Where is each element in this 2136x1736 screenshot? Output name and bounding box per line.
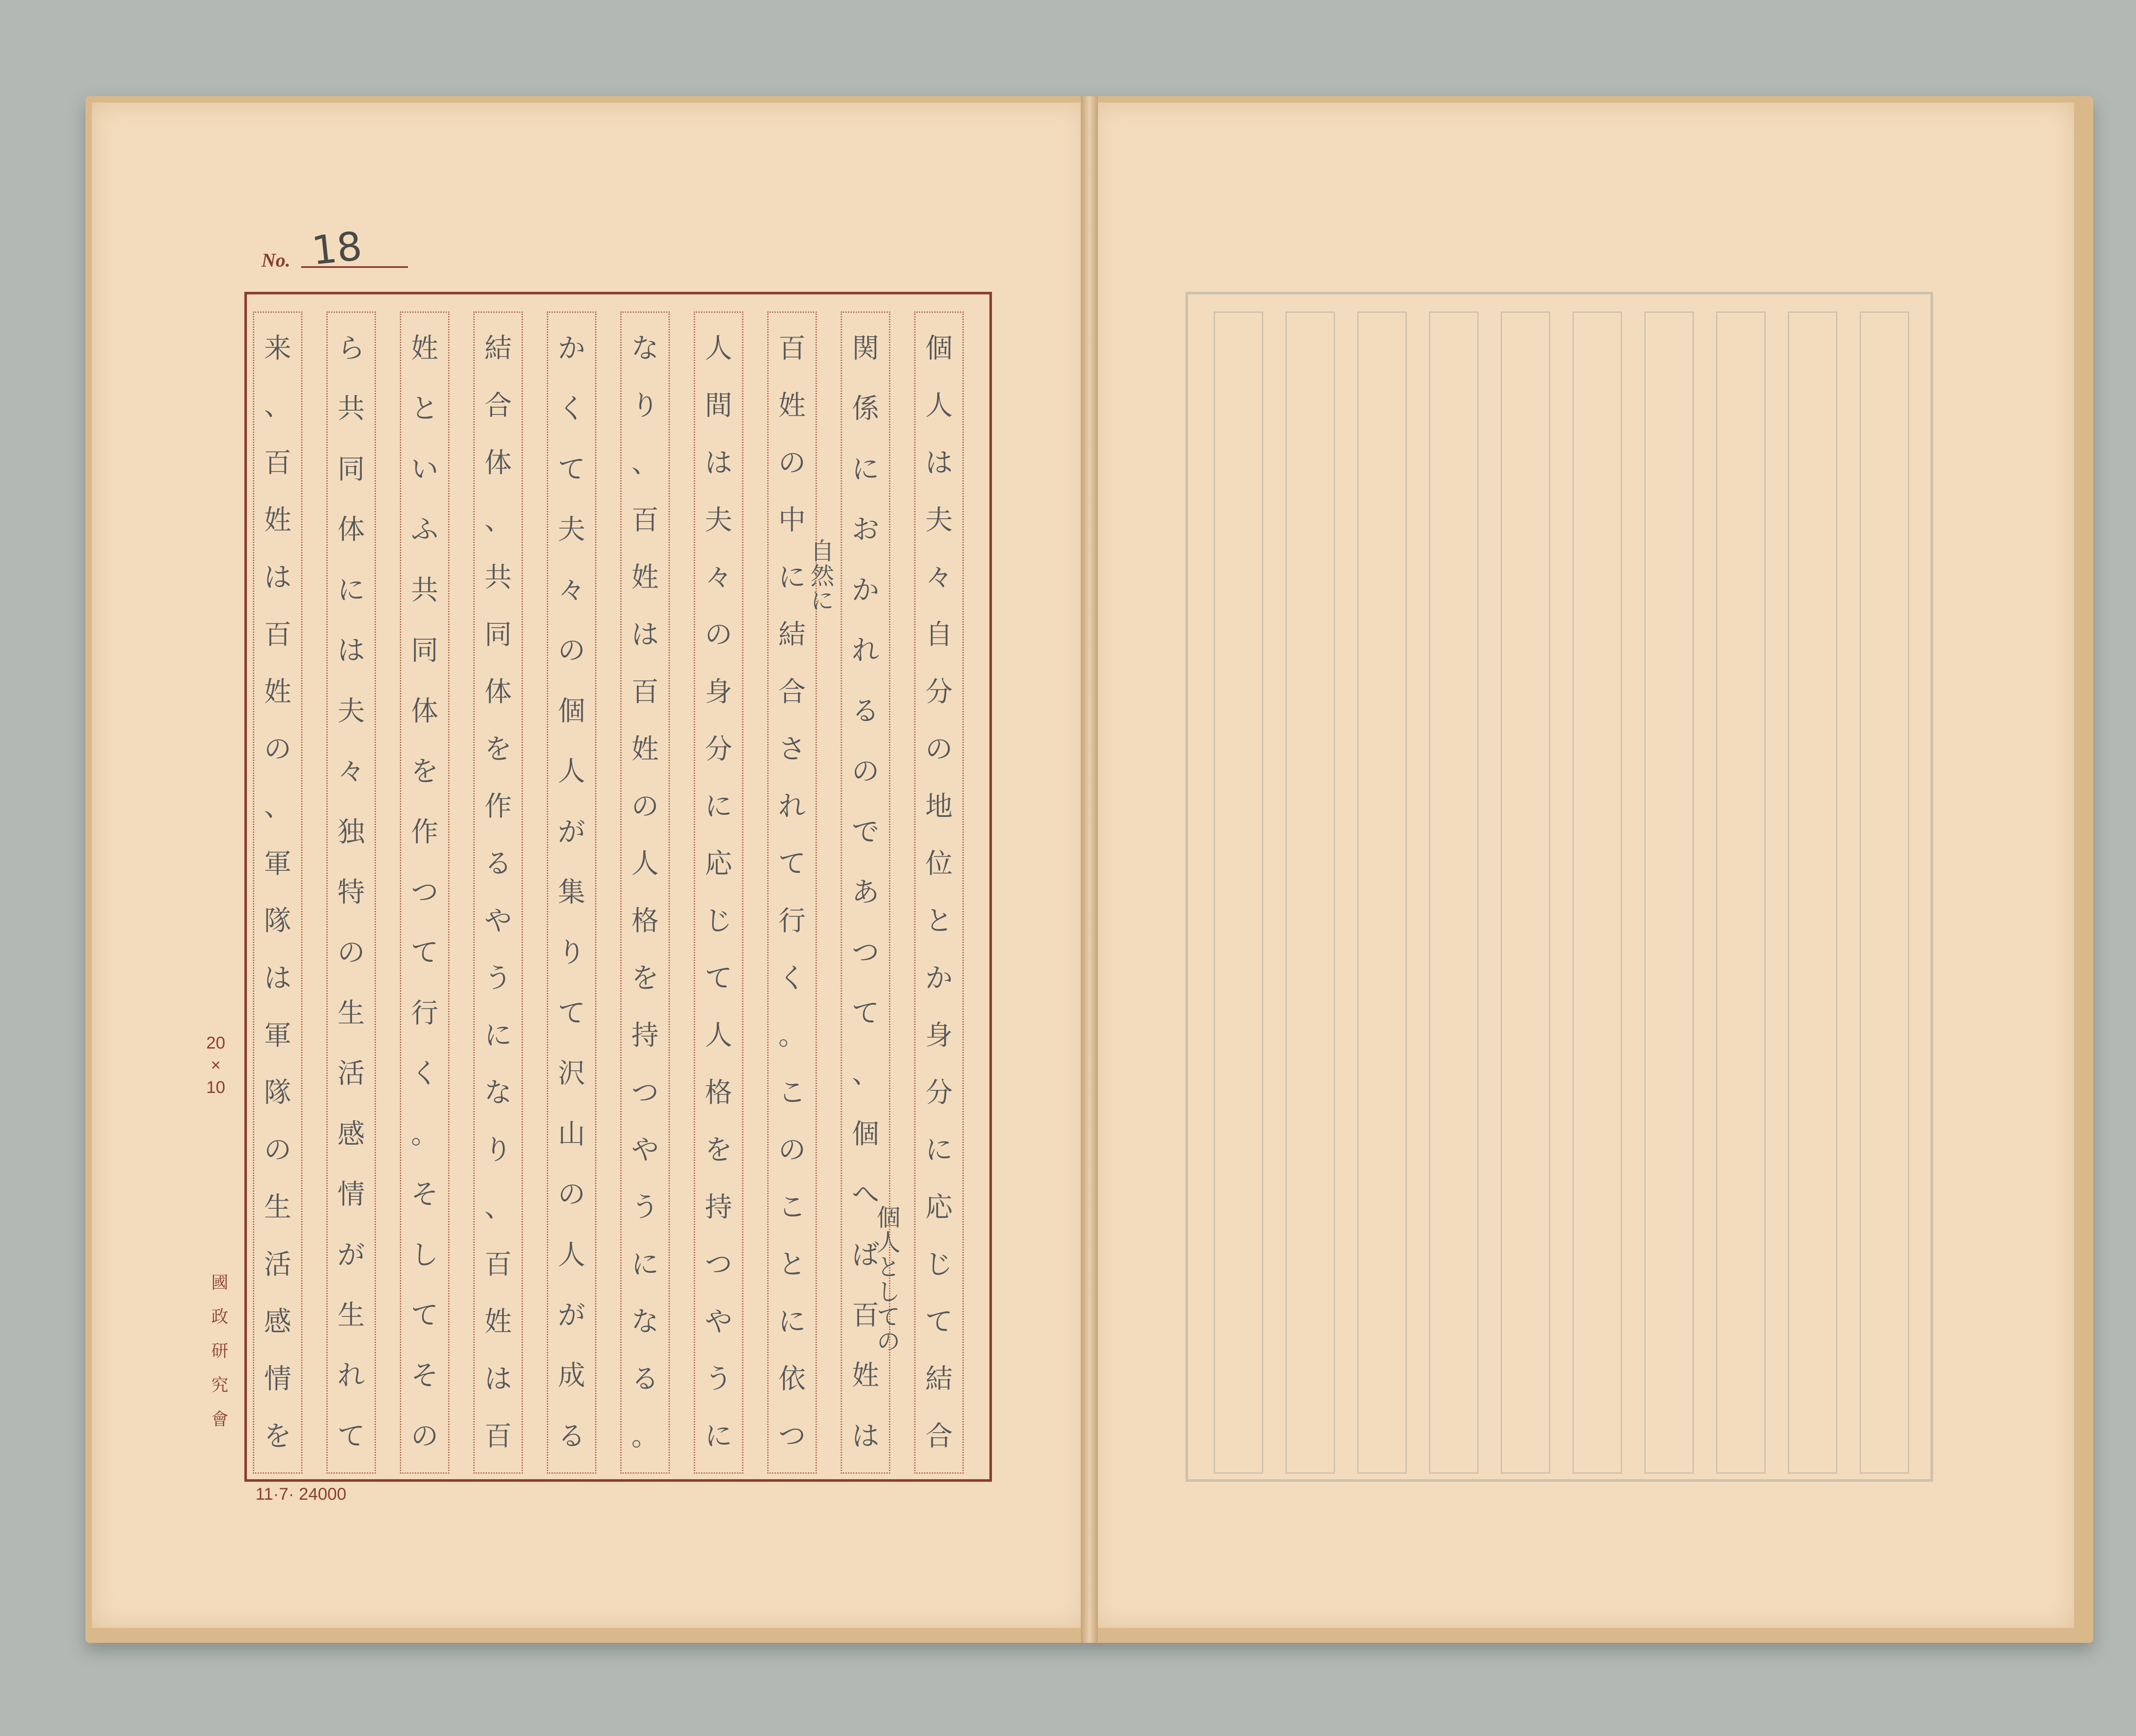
manuscript-character: 共: [484, 562, 512, 593]
manuscript-character: こ: [778, 1192, 806, 1223]
manuscript-character: 情: [337, 1179, 365, 1211]
grid-size-times: ×: [211, 1056, 221, 1075]
manuscript-character: を: [705, 1134, 732, 1166]
manuscript-character: つ: [631, 1077, 659, 1109]
publisher-label: 國政研究會: [208, 1273, 228, 1444]
manuscript-character: 々: [337, 756, 365, 788]
manuscript-character: に: [631, 1249, 659, 1281]
manuscript-character: 共: [337, 393, 365, 425]
manuscript-character: か: [852, 574, 879, 606]
marginal-note-1: 自然に: [807, 538, 834, 613]
manuscript-character: 体: [484, 676, 512, 708]
manuscript-column: [547, 311, 596, 1474]
manuscript-character: さ: [778, 734, 806, 765]
manuscript-character: 個: [852, 1118, 879, 1150]
manuscript-character: お: [852, 514, 879, 546]
manuscript-character: 結: [925, 1363, 953, 1395]
manuscript-character: か: [925, 963, 953, 994]
manuscript-character: 応: [705, 848, 732, 880]
manuscript-column: [326, 311, 376, 1474]
manuscript-character: ば: [852, 1239, 879, 1271]
bleed-through-column: [1573, 311, 1622, 1474]
manuscript-character: に: [705, 1421, 732, 1452]
bleed-through-column: [1357, 311, 1407, 1474]
manuscript-character: は: [852, 1420, 879, 1452]
manuscript-character: 、: [631, 447, 659, 479]
manuscript-column: [694, 311, 743, 1474]
manuscript-character: 応: [925, 1192, 953, 1223]
manuscript-column: [253, 311, 302, 1474]
manuscript-column: [914, 311, 964, 1474]
manuscript-character: へ: [852, 1179, 879, 1211]
manuscript-character: 、: [264, 390, 291, 422]
manuscript-character: に: [852, 453, 879, 485]
bleed-through-column: [1429, 311, 1479, 1474]
manuscript-character: て: [411, 937, 438, 969]
manuscript-character: 結: [484, 333, 512, 364]
manuscript-character: じ: [705, 905, 732, 937]
grid-size-cols: 10: [206, 1078, 226, 1097]
manuscript-character: て: [852, 997, 879, 1029]
manuscript-column: [620, 311, 670, 1474]
manuscript-character: 活: [337, 1058, 365, 1090]
manuscript-character: 人: [705, 1020, 732, 1052]
manuscript-character: 地: [925, 791, 953, 822]
manuscript-character: れ: [778, 791, 806, 822]
manuscript-character: に: [925, 1134, 953, 1166]
grid-size-rows: 20: [206, 1034, 226, 1052]
manuscript-character: 隊: [264, 905, 291, 937]
manuscript-character: 合: [484, 390, 512, 422]
manuscript-character: ふ: [411, 514, 438, 546]
manuscript-character: 集: [558, 876, 585, 908]
manuscript-character: 行: [411, 997, 438, 1029]
manuscript-character: 係: [852, 393, 879, 425]
manuscript-character: や: [484, 905, 512, 937]
manuscript-character: つ: [778, 1421, 806, 1452]
manuscript-character: 共: [411, 574, 438, 606]
manuscript-character: 合: [925, 1421, 953, 1452]
manuscript-character: 来: [264, 333, 291, 364]
manuscript-character: そ: [411, 1179, 438, 1211]
bleed-through-column: [1788, 311, 1837, 1474]
manuscript-character: は: [337, 635, 365, 667]
manuscript-character: 百: [631, 505, 659, 536]
manuscript-character: つ: [705, 1249, 732, 1281]
book-gutter: [1081, 96, 1098, 1643]
manuscript-character: 軍: [264, 1020, 291, 1052]
manuscript-character: な: [484, 1077, 512, 1109]
manuscript-character: 成: [558, 1360, 585, 1392]
manuscript-character: こ: [778, 1077, 806, 1109]
manuscript-character: と: [411, 393, 438, 425]
manuscript-character: 夫: [925, 505, 953, 536]
manuscript-character: り: [631, 390, 659, 422]
manuscript-character: 格: [631, 905, 659, 937]
manuscript-character: 体: [484, 447, 512, 479]
manuscript-character: う: [631, 1192, 659, 1223]
manuscript-character: 人: [558, 756, 585, 788]
page-number-value: 18: [309, 223, 364, 274]
manuscript-character: 百: [264, 447, 291, 479]
manuscript-character: 、: [852, 1058, 879, 1090]
manuscript-character: じ: [925, 1249, 953, 1281]
manuscript-character: て: [337, 1420, 365, 1452]
manuscript-character: と: [925, 905, 953, 937]
manuscript-character: て: [778, 848, 806, 880]
manuscript-character: 身: [925, 1020, 953, 1052]
manuscript-character: 分: [925, 1077, 953, 1109]
bleed-through-grid: [1185, 292, 1933, 1482]
manuscript-character: う: [484, 963, 512, 994]
manuscript-character: 中: [778, 505, 806, 536]
manuscript-character: で: [852, 816, 879, 848]
manuscript-character: や: [705, 1306, 732, 1338]
manuscript-character: や: [631, 1134, 659, 1166]
manuscript-character: の: [925, 734, 953, 765]
manuscript-character: 個: [558, 695, 585, 727]
manuscript-character: 姓: [852, 1360, 879, 1392]
manuscript-character: の: [264, 734, 291, 765]
manuscript-character: 作: [484, 791, 512, 822]
manuscript-character: に: [484, 1020, 512, 1052]
manuscript-character: 体: [411, 695, 438, 727]
manuscript-character: て: [558, 453, 585, 485]
manuscript-character: 同: [411, 635, 438, 667]
manuscript-character: 分: [925, 676, 953, 708]
manuscript-character: 、: [484, 505, 512, 536]
manuscript-character: る: [558, 1420, 585, 1452]
manuscript-character: 人: [558, 1239, 585, 1271]
manuscript-character: 関: [852, 333, 879, 364]
manuscript-character: 格: [705, 1077, 732, 1109]
manuscript-character: を: [631, 963, 659, 994]
manuscript-character: 感: [337, 1118, 365, 1150]
manuscript-character: 姓: [264, 676, 291, 708]
manuscript-character: 個: [925, 333, 953, 364]
bleed-through-column: [1501, 311, 1550, 1474]
manuscript-character: の: [778, 1134, 806, 1166]
manuscript-character: 行: [778, 905, 806, 937]
manuscript-character: れ: [852, 635, 879, 667]
manuscript-character: く: [411, 1058, 438, 1090]
bleed-through-column: [1644, 311, 1694, 1474]
manuscript-character: を: [264, 1421, 291, 1452]
manuscript-character: る: [484, 848, 512, 880]
manuscript-character: 姓: [778, 390, 806, 422]
manuscript-character: 百: [631, 676, 659, 708]
manuscript-character: の: [852, 756, 879, 788]
manuscript-column: [473, 311, 523, 1474]
manuscript-column: [400, 311, 449, 1474]
manuscript-character: 沢: [558, 1058, 585, 1090]
manuscript-character: と: [778, 1249, 806, 1281]
manuscript-character: 合: [778, 676, 806, 708]
manuscript-character: 。: [631, 1421, 659, 1452]
manuscript-character: 々: [705, 562, 732, 593]
manuscript-character: 結: [778, 619, 806, 651]
manuscript-character: は: [264, 963, 291, 994]
manuscript-character: て: [411, 1300, 438, 1331]
manuscript-character: の: [558, 635, 585, 667]
manuscript-character: な: [631, 1306, 659, 1338]
manuscript-character: る: [852, 695, 879, 727]
manuscript-character: て: [925, 1306, 953, 1338]
manuscript-character: て: [558, 997, 585, 1029]
manuscript-character: 姓: [264, 505, 291, 536]
manuscript-character: は: [631, 619, 659, 651]
manuscript-character: 人: [631, 848, 659, 880]
manuscript-character: 独: [337, 816, 365, 848]
manuscript-character: は: [264, 562, 291, 593]
manuscript-character: 分: [705, 734, 732, 765]
manuscript-character: し: [411, 1239, 438, 1271]
manuscript-character: 姓: [411, 333, 438, 364]
manuscript-character: る: [631, 1363, 659, 1395]
manuscript-character: 感: [264, 1306, 291, 1338]
manuscript-character: 同: [337, 453, 365, 485]
manuscript-character: 。: [411, 1118, 438, 1150]
manuscript-character: 活: [264, 1249, 291, 1281]
manuscript-character: い: [411, 453, 438, 485]
manuscript-character: の: [558, 1179, 585, 1211]
manuscript-character: 持: [631, 1020, 659, 1052]
manuscript-character: は: [484, 1363, 512, 1395]
manuscript-character: 、: [264, 791, 291, 822]
manuscript-character: が: [558, 1300, 585, 1331]
manuscript-character: つ: [411, 876, 438, 908]
manuscript-character: 作: [411, 816, 438, 848]
manuscript-character: の: [264, 1134, 291, 1166]
manuscript-character: 百: [852, 1300, 879, 1331]
manuscript-character: 隊: [264, 1077, 291, 1109]
manuscript-character: を: [411, 756, 438, 788]
manuscript-character: な: [631, 333, 659, 364]
manuscript-character: ら: [337, 333, 365, 364]
manuscript-character: 百: [484, 1421, 512, 1452]
manuscript-character: つ: [852, 937, 879, 969]
manuscript-character: 生: [264, 1192, 291, 1223]
manuscript-character: 人: [925, 390, 953, 422]
manuscript-column: [767, 311, 817, 1474]
print-code: 11·7· 24000: [255, 1485, 346, 1504]
manuscript-character: り: [484, 1134, 512, 1166]
manuscript-character: 山: [558, 1118, 585, 1150]
manuscript-character: 依: [778, 1363, 806, 1395]
bleed-through-column: [1716, 311, 1766, 1474]
manuscript-character: 持: [705, 1192, 732, 1223]
manuscript-character: が: [337, 1239, 365, 1271]
manuscript-character: 姓: [631, 734, 659, 765]
manuscript-character: く: [778, 963, 806, 994]
manuscript-character: 生: [337, 997, 365, 1029]
manuscript-character: 姓: [631, 562, 659, 593]
manuscript-character: 体: [337, 514, 365, 546]
manuscript-character: に: [778, 562, 806, 593]
manuscript-character: の: [411, 1420, 438, 1452]
manuscript-character: 、: [484, 1192, 512, 1223]
manuscript-character: あ: [852, 876, 879, 908]
marginal-note-2: 個人としての: [873, 1205, 901, 1354]
bleed-through-column: [1214, 311, 1263, 1474]
manuscript-character: 身: [705, 676, 732, 708]
manuscript-character: う: [705, 1363, 732, 1395]
manuscript-character: 百: [484, 1249, 512, 1281]
manuscript-character: か: [558, 333, 585, 364]
manuscript-character: 軍: [264, 848, 291, 880]
manuscript-character: が: [558, 816, 585, 848]
manuscript-character: 生: [337, 1300, 365, 1331]
manuscript-character: 。: [778, 1020, 806, 1052]
manuscript-character: は: [705, 447, 732, 479]
manuscript-character: 人: [705, 333, 732, 364]
bleed-through-column: [1860, 311, 1909, 1474]
manuscript-character: の: [705, 619, 732, 651]
manuscript-character: そ: [411, 1360, 438, 1392]
manuscript-character: 姓: [484, 1306, 512, 1338]
bleed-through-column: [1285, 311, 1335, 1474]
grid-size-label: [199, 1032, 233, 1099]
manuscript-character: 百: [778, 333, 806, 364]
manuscript-character: に: [705, 791, 732, 822]
manuscript-character: 々: [925, 562, 953, 593]
manuscript-character: は: [925, 447, 953, 479]
page-number-label: No.: [261, 249, 290, 271]
manuscript-character: に: [778, 1306, 806, 1338]
manuscript-character: 位: [925, 848, 953, 880]
manuscript-character: 自: [925, 619, 953, 651]
manuscript-character: 情: [264, 1363, 291, 1395]
manuscript-character: れ: [337, 1360, 365, 1392]
manuscript-character: 特: [337, 876, 365, 908]
manuscript-character: 夫: [705, 505, 732, 536]
manuscript-character: く: [558, 393, 585, 425]
manuscript-character: 々: [558, 574, 585, 606]
manuscript-character: て: [705, 963, 732, 994]
manuscript-character: の: [631, 791, 659, 822]
manuscript-character: 夫: [337, 695, 365, 727]
manuscript-character: の: [778, 447, 806, 479]
manuscript-character: り: [558, 937, 585, 969]
manuscript-character: 百: [264, 619, 291, 651]
manuscript-character: 間: [705, 390, 732, 422]
manuscript-character: に: [337, 574, 365, 606]
manuscript-character: を: [484, 734, 512, 765]
manuscript-character: 夫: [558, 514, 585, 546]
manuscript-character: 同: [484, 619, 512, 651]
manuscript-character: の: [337, 937, 365, 969]
